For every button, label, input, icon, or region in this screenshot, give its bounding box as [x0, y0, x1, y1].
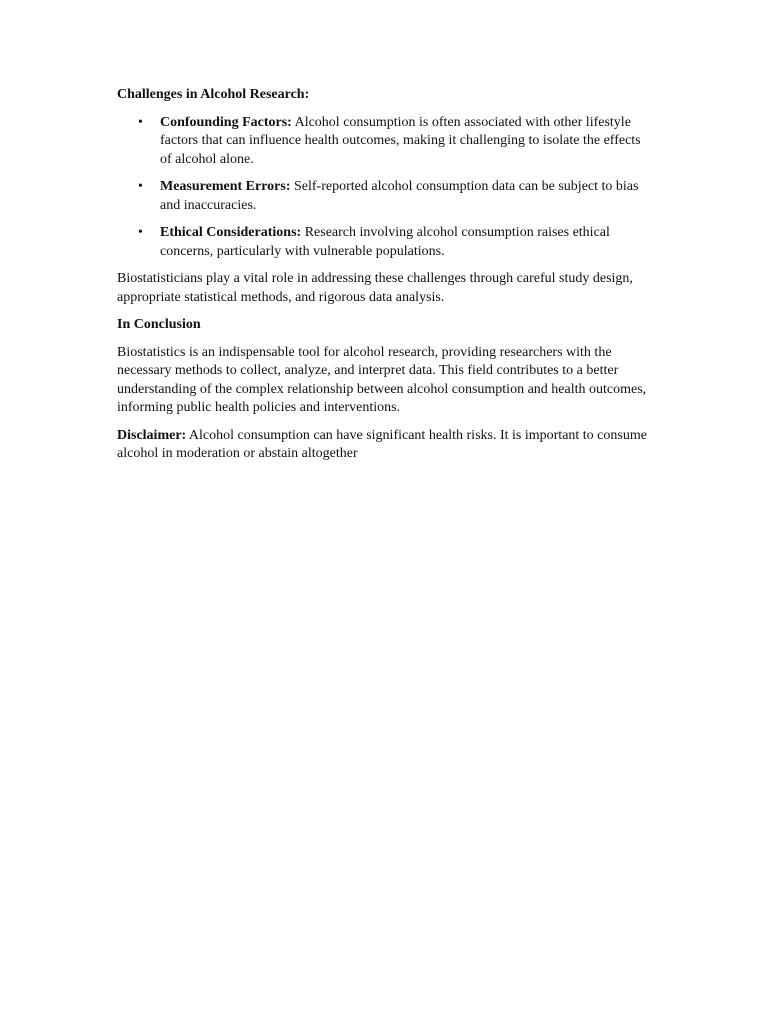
disclaimer-text: Alcohol consumption can have significant health risks. It is important to consume alcohol in moderation or abstain altogether [117, 427, 647, 461]
challenges-list [117, 114, 652, 262]
list-item-term: Ethical Considerations: [160, 225, 302, 240]
list-item [117, 224, 652, 261]
conclusion-paragraph: Biostatistics is an indispensable tool for alcohol research, providing researchers with the necessary methods to collect, analyze, and interpret data. This field contributes to a better understanding of the complex relationship between alcohol consumption and health outcomes, informing public health policies and interventions. [117, 344, 647, 415]
disclaimer-paragraph [117, 427, 652, 464]
disclaimer-label: Disclaimer: [117, 427, 187, 443]
document-body [117, 86, 652, 473]
bullet-icon: • [138, 179, 143, 194]
bullet-icon: • [138, 114, 143, 130]
list-item-term: Measurement Errors: [160, 179, 291, 194]
list-item [117, 114, 652, 170]
bullet-icon: • [138, 225, 143, 240]
list-item-term: Confounding Factors: [160, 114, 292, 130]
conclusion-heading: In Conclusion [117, 317, 201, 332]
list-item-text: Self-reported alcohol consumption data can be subject to bias and inaccuracies. [160, 179, 639, 213]
list-item [117, 178, 652, 215]
challenges-summary: Biostatisticians play a vital role in addressing these challenges through careful study design, appropriate statistical methods, and rigorous data analysis. [117, 271, 633, 305]
challenges-heading: Challenges in Alcohol Research: [117, 87, 310, 102]
list-item-text: Research involving alcohol consumption raises ethical concerns, particularly with vulnerable populations. [160, 225, 610, 259]
list-item-text: Alcohol consumption is often associated with other lifestyle factors that can influence health outcomes, making it challenging to isolate the effects of alcohol alone. [160, 114, 641, 167]
